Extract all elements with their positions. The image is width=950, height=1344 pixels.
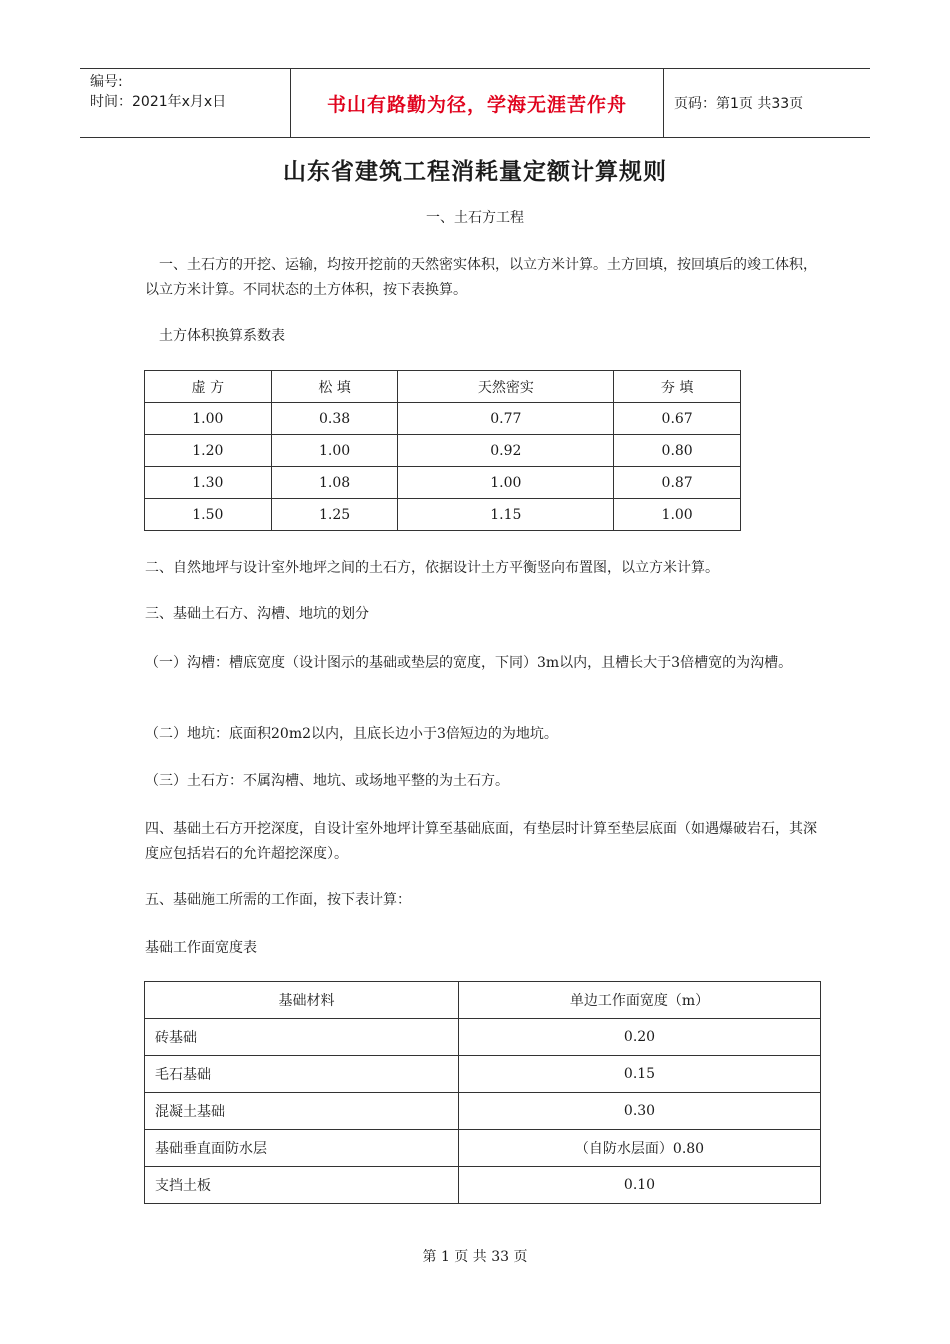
table-cell: 0.20 — [459, 1019, 821, 1056]
page-footer: 第 1 页 共 33 页 — [422, 1249, 528, 1265]
table-cell: 0.80 — [614, 435, 741, 467]
table-header-cell: 松 填 — [271, 371, 398, 403]
table-header-cell: 单边工作面宽度（m） — [459, 982, 821, 1019]
table2-caption: 基础工作面宽度表 — [145, 940, 257, 956]
table-cell: 1.00 — [398, 467, 614, 499]
table-cell: 1.08 — [271, 467, 398, 499]
page-header — [80, 68, 870, 138]
table-header-cell: 夯 填 — [614, 371, 741, 403]
section-title: 一、土石方工程 — [426, 210, 524, 226]
table-row — [145, 499, 741, 531]
table-cell: 0.15 — [459, 1056, 821, 1093]
table-row — [145, 1093, 821, 1130]
table-cell: （自防水层面）0.80 — [459, 1130, 821, 1167]
header-meta — [80, 69, 291, 137]
table-cell: 砖基础 — [145, 1019, 459, 1056]
table-cell: 基础垂直面防水层 — [145, 1130, 459, 1167]
table-cell: 0.67 — [614, 403, 741, 435]
table-cell: 1.50 — [145, 499, 272, 531]
header-page-info: 页码：第1页 共33页 — [674, 96, 804, 112]
table-cell: 毛石基础 — [145, 1056, 459, 1093]
table-cell: 1.00 — [614, 499, 741, 531]
table-cell: 1.00 — [145, 403, 272, 435]
paragraph-2: 二、自然地坪与设计室外地坪之间的土石方，依据设计土方平衡竖向布置图，以立方米计算。 — [145, 560, 719, 576]
table-cell: 0.10 — [459, 1167, 821, 1204]
paragraph-7: 四、基础土石方开挖深度，自设计室外地坪计算至基础底面，有垫层时计算至垫层底面（如遇爆破岩石，其深度应包括岩石的允许超挖深度）。 — [145, 821, 817, 862]
work-surface-table — [144, 981, 821, 1204]
paragraph-4: （一）沟槽：槽底宽度（设计图示的基础或垫层的宽度，下同）3m以内，且槽长大于3倍槽宽的为沟槽。 — [145, 655, 793, 671]
table-row — [145, 403, 741, 435]
table-cell: 1.15 — [398, 499, 614, 531]
table-cell: 1.20 — [145, 435, 272, 467]
table-row — [145, 1056, 821, 1093]
table-cell: 0.92 — [398, 435, 614, 467]
table-cell: 支挡土板 — [145, 1167, 459, 1204]
soil-volume-table — [144, 370, 741, 531]
table-row — [145, 435, 741, 467]
table-cell: 1.30 — [145, 467, 272, 499]
table-header-cell: 基础材料 — [145, 982, 459, 1019]
table-row — [145, 1019, 821, 1056]
table1-caption: 土方体积换算系数表 — [159, 328, 285, 344]
table-row — [145, 467, 741, 499]
document-title: 山东省建筑工程消耗量定额计算规则 — [283, 159, 667, 185]
paragraph-8: 五、基础施工所需的工作面，按下表计算： — [145, 892, 411, 908]
table-cell: 0.30 — [459, 1093, 821, 1130]
table-row — [145, 1130, 821, 1167]
paragraph-5: （二）地坑：底面积20m2以内，且底长边小于3倍短边的为地坑。 — [145, 726, 558, 742]
table-cell: 0.38 — [271, 403, 398, 435]
table-header-row — [145, 371, 741, 403]
paragraph-3: 三、基础土石方、沟槽、地坑的划分 — [145, 606, 369, 622]
time-label: 时间：2021年x月x日 — [90, 94, 227, 110]
paragraph-6: （三）土石方：不属沟槽、地坑、或场地平整的为土石方。 — [145, 773, 509, 789]
table-cell: 0.77 — [398, 403, 614, 435]
table-header-row — [145, 982, 821, 1019]
table-header-cell: 虚 方 — [145, 371, 272, 403]
paragraph-1: 一、土石方的开挖、运输，均按开挖前的天然密实体积，以立方米计算。土方回填，按回填后的竣工体积，以立方米计算。不同状态的土方体积，按下表换算。 — [145, 257, 817, 298]
header-motto: 书山有路勤为径，学海无涯苦作舟 — [291, 69, 664, 137]
number-label: 编号: — [90, 74, 123, 90]
table-cell: 1.25 — [271, 499, 398, 531]
table-header-cell: 天然密实 — [398, 371, 614, 403]
table-row — [145, 1167, 821, 1204]
table-cell: 1.00 — [271, 435, 398, 467]
table-cell: 0.87 — [614, 467, 741, 499]
table-cell: 混凝土基础 — [145, 1093, 459, 1130]
